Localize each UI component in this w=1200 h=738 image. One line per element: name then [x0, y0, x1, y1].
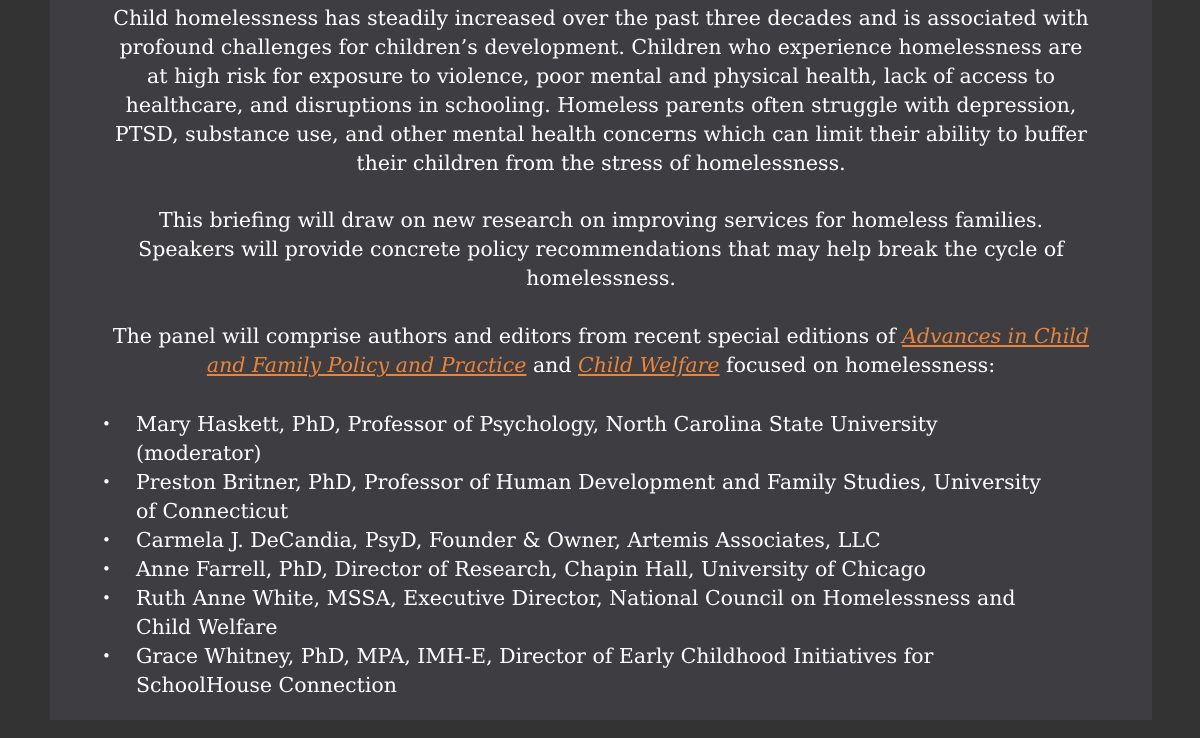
briefing-line: This briefing will draw on new research on improving services for homeless families. — [158, 208, 1044, 232]
intro-line: at high risk for exposure to violence, poor mental and physical health, lack of access to — [146, 64, 1056, 88]
bullet-icon: • — [102, 415, 111, 433]
panel-suffix: focused on homelessness: — [719, 353, 996, 377]
speaker-line: of Connecticut — [136, 499, 289, 523]
bullet-icon: • — [102, 560, 111, 578]
speaker-line: SchoolHouse Connection — [136, 673, 397, 697]
panel-prefix: The panel will comprise authors and editors from recent special editions of — [112, 324, 903, 348]
and-text: and — [526, 353, 579, 377]
intro-line: PTSD, substance use, and other mental health concerns which can limit their ability to buffer — [114, 122, 1088, 146]
intro-line: their children from the stress of homelessness. — [356, 151, 846, 175]
list-item — [50, 642, 1116, 700]
child-welfare-link[interactable]: Child Welfare — [578, 353, 720, 377]
panel-paragraph — [50, 322, 1152, 380]
list-item — [50, 584, 1116, 642]
speaker-line: Grace Whitney, PhD, MPA, IMH-E, Director of Early Childhood Initiatives for — [136, 644, 934, 668]
speaker-line: Carmela J. DeCandia, PsyD, Founder & Owner, Artemis Associates, LLC — [136, 528, 881, 552]
intro-paragraph — [50, 4, 1152, 178]
intro-line: healthcare, and disruptions in schooling. Homeless parents often struggle with depression, — [125, 93, 1077, 117]
bullet-icon: • — [102, 473, 111, 491]
speaker-list — [50, 410, 1152, 700]
advances-journal-link[interactable]: Advances in Child — [902, 324, 1090, 348]
bullet-icon: • — [102, 589, 111, 607]
briefing-line: Speakers will provide concrete policy recommendations that may help break the cycle of — [138, 237, 1064, 261]
briefing-paragraph — [50, 206, 1152, 293]
list-item — [50, 555, 1116, 584]
briefing-line: homelessness. — [526, 266, 676, 290]
speaker-line: Ruth Anne White, MSSA, Executive Director, National Council on Homelessness and — [136, 586, 1016, 610]
speaker-line: Child Welfare — [136, 615, 278, 639]
bullet-icon: • — [102, 647, 111, 665]
advances-journal-link-cont[interactable]: and Family Policy and Practice — [206, 353, 527, 377]
panel-line-1 — [50, 322, 1152, 351]
list-item — [50, 526, 1116, 555]
speaker-line: (moderator) — [136, 441, 262, 465]
list-item — [50, 468, 1116, 526]
bullet-icon: • — [102, 531, 111, 549]
speaker-line: Preston Britner, PhD, Professor of Human Development and Family Studies, University — [136, 470, 1042, 494]
speaker-line: Anne Farrell, PhD, Director of Research, Chapin Hall, University of Chicago — [136, 557, 927, 581]
panel-line-2 — [50, 351, 1152, 380]
intro-line: Child homelessness has steadily increased over the past three decades and is associated with — [113, 6, 1089, 30]
speaker-line: Mary Haskett, PhD, Professor of Psychology, North Carolina State University — [136, 412, 938, 436]
list-item — [50, 410, 1116, 468]
intro-line: profound challenges for children’s development. Children who experience homelessness are — [119, 35, 1083, 59]
